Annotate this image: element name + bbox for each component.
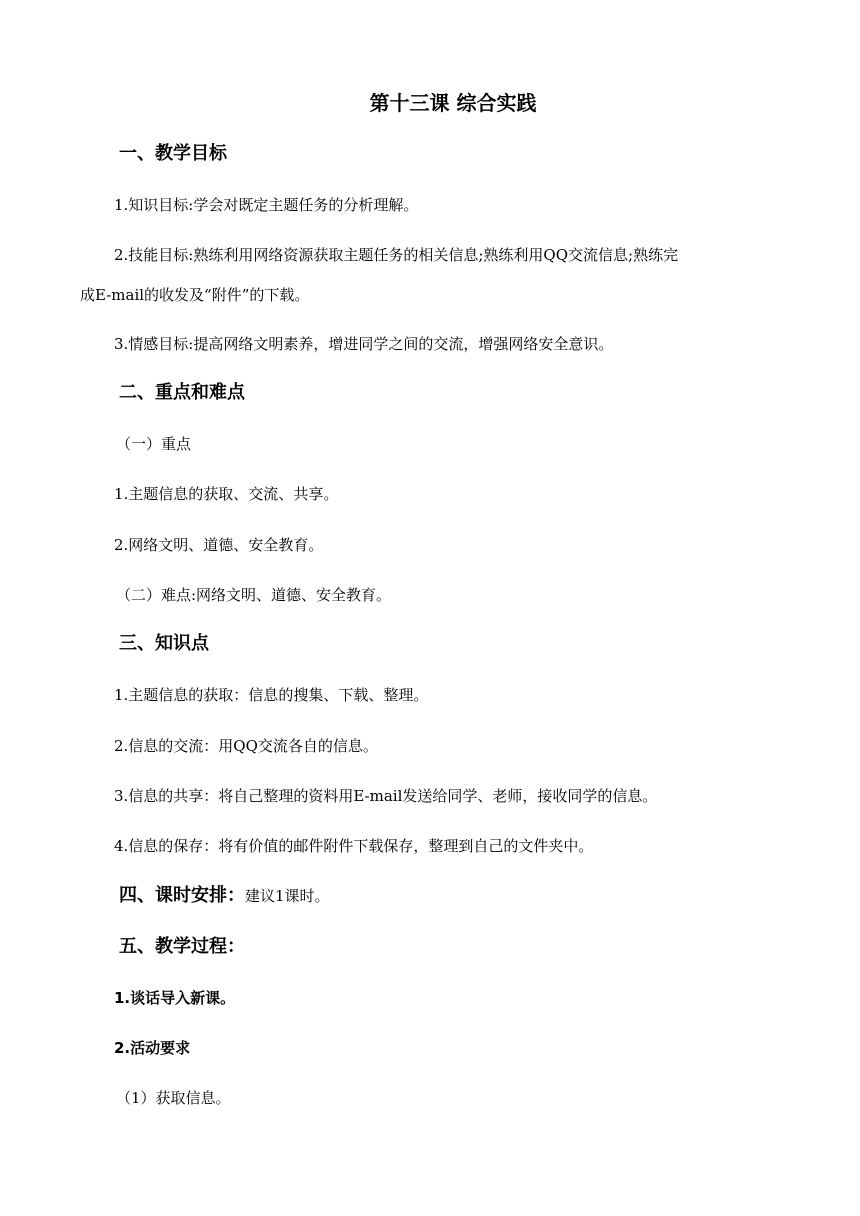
paragraph-process-substep-1: （1）获取信息。: [116, 1089, 231, 1107]
section-heading-process: 五、教学过程：: [119, 936, 245, 957]
schedule-heading-label: 四、课时安排：: [119, 885, 245, 906]
section-heading-knowledge-points: 三、知识点: [119, 633, 209, 654]
paragraph-knowledge-objective: 1.知识目标:学会对既定主题任务的分析理解。: [114, 196, 419, 214]
paragraph-process-step-2: 2.活动要求: [114, 1039, 191, 1057]
paragraph-knowledge-point-3: 3.信息的共享：将自己整理的资料用E-mail发送给同学、老师，接收同学的信息。: [114, 787, 658, 805]
paragraph-knowledge-point-2: 2.信息的交流：用QQ交流各自的信息。: [114, 737, 378, 755]
paragraph-knowledge-point-1: 1.主题信息的获取：信息的搜集、下载、整理。: [114, 686, 429, 704]
paragraph-emotion-objective: 3.情感目标:提高网络文明素养，增进同学之间的交流，增强网络安全意识。: [114, 335, 614, 353]
schedule-value: 建议1课时。: [245, 887, 330, 905]
paragraph-skill-objective: 2.技能目标:熟练利用网络资源获取主题任务的相关信息;熟练利用QQ交流信息;熟练完: [114, 246, 679, 264]
page-title: 第十三课 综合实践: [369, 91, 537, 115]
paragraph-key-points-label: （一）重点: [116, 435, 192, 453]
paragraph-difficult-point: （二）难点:网络文明、道德、安全教育。: [116, 586, 392, 604]
section-heading-key-points: 二、重点和难点: [119, 382, 245, 403]
section-heading-objectives: 一、教学目标: [119, 143, 227, 164]
paragraph-key-point-1: 1.主题信息的获取、交流、共享。: [114, 485, 339, 503]
paragraph-key-point-2: 2.网络文明、道德、安全教育。: [114, 536, 324, 554]
paragraph-process-step-1: 1.谈话导入新课。: [114, 989, 236, 1007]
section-heading-schedule: [119, 884, 330, 908]
paragraph-skill-objective-cont: 成E-mail的收发及“附件”的下载。: [80, 286, 310, 304]
paragraph-knowledge-point-4: 4.信息的保存：将有价值的邮件附件下载保存，整理到自己的文件夹中。: [114, 837, 594, 855]
